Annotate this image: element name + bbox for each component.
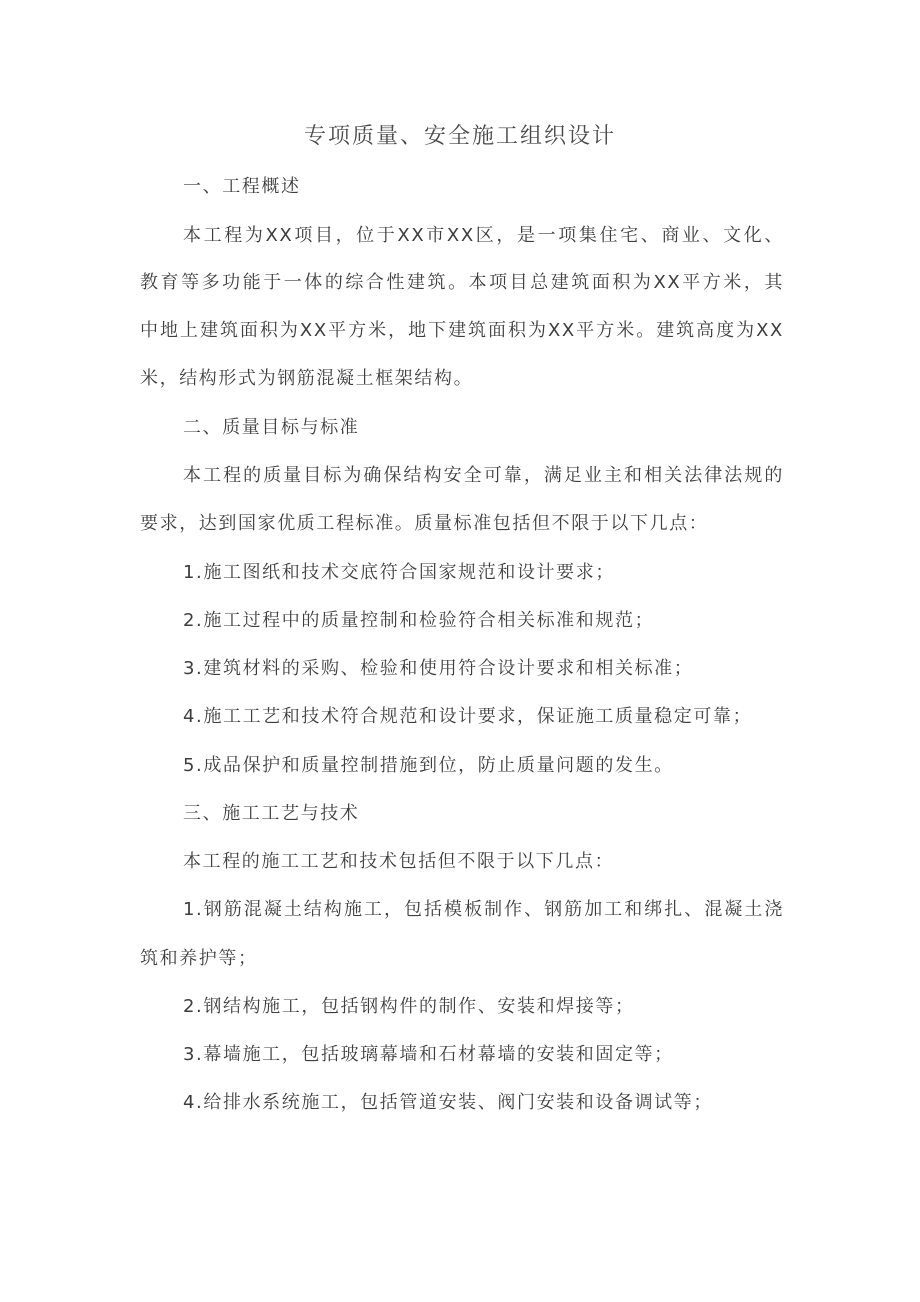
list-item: 2.施工过程中的质量控制和检验符合相关标准和规范； [183, 610, 655, 631]
list-item: 5.成品保护和质量控制措施到位，防止质量问题的发生。 [183, 755, 674, 776]
paragraph-line: 米，结构形式为钢筋混凝土框架结构。 [140, 368, 474, 389]
paragraph-line: 中地上建筑面积为XX平方米，地下建筑面积为XX平方米。建筑高度为XX [140, 320, 784, 341]
paragraph-line: 本工程为XX项目，位于XX市XX区，是一项集住宅、商业、文化、 [183, 225, 784, 246]
list-item: 4.给排水系统施工，包括管道安装、阀门安装和设备调试等； [183, 1092, 713, 1113]
section-heading: 二、质量目标与标准 [183, 417, 360, 438]
list-item-continuation: 筑和养护等； [140, 948, 258, 969]
list-item: 1.钢筋混凝土结构施工，包括模板制作、钢筋加工和绑扎、混凝土浇 [183, 899, 784, 920]
list-item: 3.建筑材料的采购、检验和使用符合设计要求和相关标准； [183, 658, 694, 679]
section-heading: 一、工程概述 [183, 176, 301, 197]
section-heading: 三、施工工艺与技术 [183, 803, 360, 824]
list-item: 4.施工工艺和技术符合规范和设计要求，保证施工质量稳定可靠； [183, 706, 753, 727]
paragraph-line: 本工程的质量目标为确保结构安全可靠，满足业主和相关法律法规的 [183, 465, 784, 486]
document-title: 专项质量、安全施工组织设计 [303, 124, 616, 149]
paragraph-line: 教育等多功能于一体的综合性建筑。本项目总建筑面积为XX平方米，其 [140, 272, 784, 293]
paragraph-line: 要求，达到国家优质工程标准。质量标准包括但不限于以下几点： [140, 513, 709, 534]
list-item: 3.幕墙施工，包括玻璃幕墙和石材幕墙的安装和固定等； [183, 1044, 674, 1065]
paragraph-line: 本工程的施工工艺和技术包括但不限于以下几点： [183, 851, 615, 872]
list-item: 1.施工图纸和技术交底符合国家规范和设计要求； [183, 562, 615, 583]
list-item: 2.钢结构施工，包括钢构件的制作、安装和焊接等； [183, 996, 635, 1017]
